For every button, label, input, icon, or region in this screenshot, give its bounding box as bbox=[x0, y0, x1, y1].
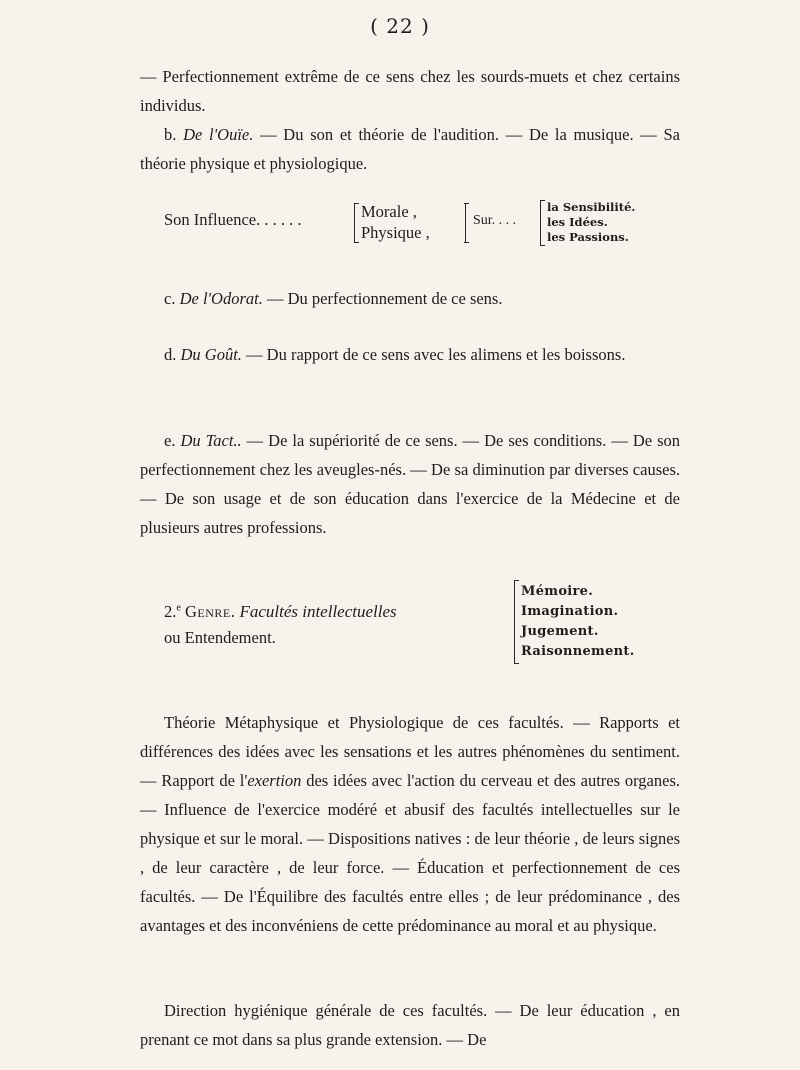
genre-block bbox=[164, 580, 684, 670]
section-label: e. bbox=[164, 431, 176, 450]
section-text: — Du rapport de ce sens avec les alimens et les boissons. bbox=[241, 345, 626, 364]
faculty-item: Mémoire. bbox=[521, 584, 594, 599]
faculty-item: Jugement. bbox=[521, 624, 599, 639]
influence-target: la Sensibilité. bbox=[547, 200, 636, 214]
genre-superscript: e bbox=[176, 602, 181, 614]
section-c-odorat bbox=[140, 284, 680, 313]
genre-word: Genre. bbox=[184, 602, 236, 621]
section-d-gout bbox=[140, 340, 680, 369]
faculty-item: Imagination. bbox=[521, 604, 619, 619]
section-label: d. bbox=[164, 345, 177, 364]
influence-block bbox=[164, 200, 684, 252]
page-number: ( 22 ) bbox=[370, 14, 430, 38]
section-title: Du Tact.. bbox=[180, 431, 242, 450]
section-title: Du Goût. bbox=[180, 345, 242, 364]
genre-number: 2. bbox=[164, 602, 177, 621]
influence-kind: Physique , bbox=[361, 223, 430, 242]
faculties-brace bbox=[514, 580, 635, 664]
paragraph-text: — Perfectionnement extrême de ce sens chez les sourds-muets et chez certains individus. bbox=[140, 67, 680, 115]
influence-kinds-brace bbox=[354, 203, 430, 243]
sur-label: Sur. . . . bbox=[473, 213, 517, 228]
section-title: De l'Odorat. bbox=[179, 289, 263, 308]
theory-text-rest: des idées avec l'action du cerveau et des autres organes. — Influence de l'exercice modéré et abusif des facultés intellectuelles sur le physique et sur le moral. — Dispositions natives : de leur théorie , de leurs signes , de leur caractère , de leur force. — Éducation et perfectionnement de ces facultés. — De l'Équilibre des facultés entre elles ; de leur prédominance , des avantages et des inconvéniens de cette prédominance au moral et au physique. bbox=[140, 771, 680, 935]
genre-subtitle bbox=[164, 628, 276, 648]
influence-target: les Idées. bbox=[547, 215, 608, 229]
genre-title: Facultés intellectuelles bbox=[239, 602, 397, 621]
genre-heading bbox=[164, 602, 397, 622]
paragraph-deaf-mute bbox=[140, 62, 680, 120]
theory-text: Théorie Métaphysique et Physiologique de ces facultés. — Rapports et différences des idées avec les sensations et les autres phénomènes du sentiment. — Rapport de l' bbox=[140, 713, 680, 790]
section-label: b. bbox=[164, 125, 177, 144]
paragraph-theory bbox=[140, 708, 680, 940]
theory-italic: exertion bbox=[247, 771, 302, 790]
section-label: c. bbox=[164, 289, 176, 308]
section-text: — Du perfectionnement de ce sens. bbox=[262, 289, 503, 308]
section-text: — De la supériorité de ce sens. — De ses conditions. — De son perfectionnement chez les aveugles-nés. — De sa diminution par diverses causes. — De son usage et de son éducation dans l'exercice de la Médecine et de plusieurs autres professions. bbox=[140, 431, 680, 537]
influence-target: les Passions. bbox=[547, 230, 629, 244]
genre-subtitle-text: ou Entendement. bbox=[164, 628, 276, 647]
influence-kind: Morale , bbox=[361, 202, 417, 221]
faculty-item: Raisonnement. bbox=[521, 644, 635, 659]
section-title: De l'Ouïe. bbox=[183, 125, 254, 144]
influence-label: Son Influence. . . . . . bbox=[164, 210, 302, 229]
section-b-ouie bbox=[140, 120, 680, 178]
direction-text: Direction hygiénique générale de ces facultés. — De leur éducation , en prenant ce mot dans sa plus grande extension. — De bbox=[140, 1001, 680, 1049]
section-e-tact bbox=[140, 426, 680, 542]
section-text: — Du son et théorie de l'audition. — De la musique. — Sa théorie physique et physiologique. bbox=[140, 125, 680, 173]
influence-targets-brace bbox=[540, 200, 635, 246]
paragraph-direction bbox=[140, 996, 680, 1054]
